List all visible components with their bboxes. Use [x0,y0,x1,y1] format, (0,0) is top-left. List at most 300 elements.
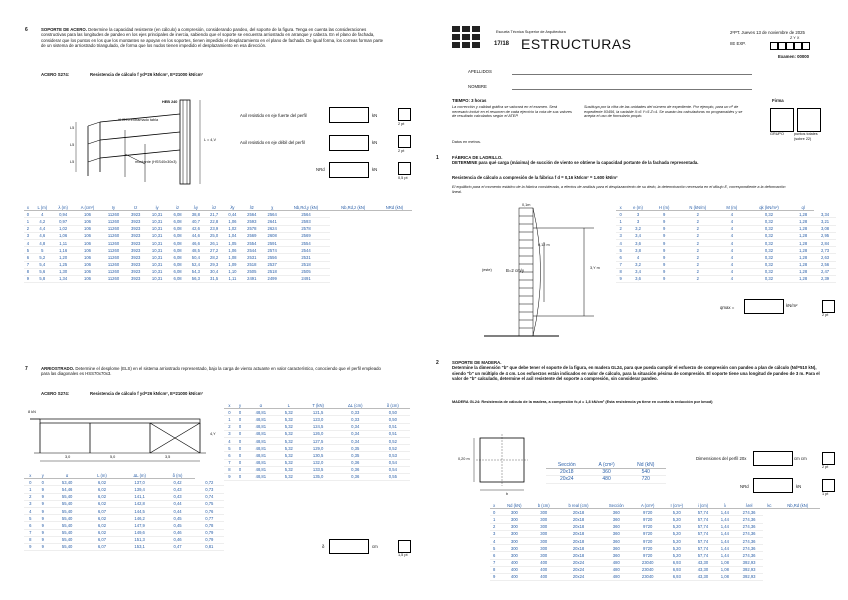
q6-table-cell: 0,44 [223,211,241,218]
q7-right-table-cell: 0,33 [335,416,376,423]
q2-table-cell: 274,36 [735,552,764,559]
q2-table-cell: 300 [530,545,557,552]
q6-table-cell: 54,3 [187,268,205,275]
q7-right-table-cell: 4 [224,437,235,444]
q6-table-cell: 5,8 [32,275,53,282]
q6-table-cell: 11260 [101,225,125,232]
q2-table-cell: 480 [600,559,633,566]
nombre-line[interactable] [512,89,752,90]
q6-table-cell: 6 [24,254,32,261]
q6-table-cell: 10,31 [146,239,168,246]
q7-right-table-cell: 0,55 [376,473,410,480]
q7-right-table-cell: 129,0 [301,445,335,452]
q1-table-cell: 6 [616,254,625,261]
q1-table-cell: 0 [616,211,625,218]
q7-right-table-cell: 0 [235,473,246,480]
q7-right-table-cell: 0,52 [376,445,410,452]
q2-table-cell: 9 [490,573,498,580]
q2-table [490,502,820,581]
q2-table-cell: 23040 [633,559,663,566]
q6-table-cell: 2491 [242,275,262,282]
q6-table-cell: 106 [74,261,102,268]
q1-table-row [616,225,836,232]
q7-left-table-cell: 8 [24,536,37,543]
q6-table-cell: 2569 [282,232,329,239]
q7-right-table-row [224,445,410,452]
q6-table-cell: 11260 [101,239,125,246]
q1-wall-figure [484,202,614,342]
q6-table-cell: 11260 [101,211,125,218]
q2-table-cell: 57,74 [691,552,715,559]
q1-table-cell: 1,28 [792,225,814,232]
q2-table-cell: 3 [490,530,498,537]
q2-table-cell: 7 [490,559,498,566]
q6-l5-3: L5 [70,160,75,164]
q2-small-table-row [546,476,666,483]
q1-table-cell: 3,21 [814,218,836,225]
q2-table-cell: 300 [498,537,530,544]
q7-title: ARRIOSTRADO. [41,366,75,371]
q2-table-cell: 9720 [633,552,663,559]
q6-table-cell: 11260 [101,218,125,225]
q7-left-table-cell: 9 [37,543,50,550]
q6-table-cell: 106 [74,232,102,239]
q7-right-table-cell: 0 [235,459,246,466]
q1-table-cell: 9 [651,239,678,246]
q2-table-cell: 57,74 [691,545,715,552]
q2-pts2-box[interactable] [822,479,835,492]
q7-left-table-cell: 0,79 [195,529,224,536]
q7-left-table-header-cell: α [49,472,85,479]
q2-table-cell: 1,44 [715,552,735,559]
q7-right-table-cell: 48,81 [245,430,276,437]
q2-table-cell: 300 [530,509,557,516]
q2-madera: MADERA GL24: Resistencia de cálculo de la madera, a compresión fc,d = 1,8 kN/cm² (Esta resistencia ya tiene en cuenta la reducción por kmod) [452,400,713,404]
q7-left-table-header-cell: x [24,472,37,479]
q6-pts2-box[interactable] [398,135,411,148]
q6-pts3-box[interactable] [398,162,411,175]
q6-pts3: 0,5 pt [398,176,408,180]
q1-table-cell: 0,32 [746,239,792,246]
q6-table-cell: 2505 [282,268,329,275]
q6-table-cell: 1,02 [223,225,241,232]
q7-left-table-row [24,543,224,550]
q7-left-table-cell: 9 [37,507,50,514]
q1-table-header-cell: qk (kN/m²) [746,204,792,211]
q2-table-cell: 1,44 [715,545,735,552]
q2-table-cell: 57,74 [691,523,715,530]
q7-right-table-row [224,409,410,416]
q6-table-cell: 28,2 [205,254,223,261]
q1-table-row [616,218,836,225]
q6-table-cell: 2505 [242,268,262,275]
q1-table-cell: 1,28 [792,268,814,275]
q7-right-table-cell: 132,0 [301,459,335,466]
q7-left-table-cell: 0,44 [161,500,195,507]
q6-axial-weak-input[interactable] [329,135,369,151]
q6-table-cell: 40,7 [187,218,205,225]
q6-table-cell: 106 [74,225,102,232]
q2-pts2: 1 pt [822,492,829,496]
q2-b-label: b [506,492,509,496]
q6-table-cell: 10,31 [146,247,168,254]
q2-table-cell: 57,74 [691,537,715,544]
q6-table-cell: 11260 [101,247,125,254]
q6-table-cell: 2544 [282,247,329,254]
q7-table-right [224,402,410,481]
q6-table-cell: 2608 [262,232,282,239]
q7-left-table-header-cell: δ (m) [161,472,195,479]
notes-right: Sustituya por la cifra de las unidades del número de expediente. Por ejemplo, para un nº de expediente 93456, la variable X=6 Y=5 Z=4. Se usarán las calculadoras no programables y se acepta el uso de formulario propio. [584,105,743,119]
q6-table-cell: 4,2 [32,218,53,225]
q7-right-table-cell: 5,32 [276,466,301,473]
q6-table-header-cell: λy [187,204,205,211]
q2-table-cell: 1,08 [715,566,735,573]
q2-small-table-cell: 720 [626,476,666,483]
q6-table-cell: 106 [74,218,102,225]
q6-table-cell: 8 [24,268,32,275]
q2-table-cell: 1,44 [715,530,735,537]
q1-table-row [616,261,836,268]
q7-left-table-cell: 0,78 [195,522,224,529]
q7-right-table-cell: 0,35 [335,445,376,452]
q2-table-header-cell: I (cm⁴) [663,502,691,509]
q6-table-cell: 5,4 [32,261,53,268]
q6-axial-strong-input[interactable] [329,107,369,123]
q1-left-label: (este) [482,268,492,272]
puntos-box[interactable] [797,108,821,132]
q2-statement [452,360,822,382]
school-name: Escuela Técnica Superior de Arquitectura [496,30,566,34]
q1-table-cell: 3 [616,232,625,239]
q1-title: FÁBRICA DE LADRILLO. [452,155,503,160]
q7-left-table-cell: 6,07 [85,507,119,514]
exp-digit-box[interactable] [802,42,810,50]
q2-pts1: 2 pt [822,465,829,469]
q7-left-table-cell: 0,45 [161,515,195,522]
q7-right-table-cell: 0,51 [376,423,410,430]
q2-table-cell: 8 [490,566,498,573]
q2-table-cell: 57,74 [691,516,715,523]
q2-table-cell: 1,08 [715,573,735,580]
q1-table-cell: 7 [616,261,625,268]
q2-table-cell: 300 [530,523,557,530]
q2-table-cell: 6,93 [663,566,691,573]
q6-table-cell: 9 [24,275,32,282]
q6-table-cell: 23,9 [205,225,223,232]
q2-dim-label: Dimensiones del perfil 20x [696,456,747,461]
q1-italic: El equilibrio para el momento estático de la fábrica considerada, a efectos de análisis para el desplazamiento de su dedo, la determinación necesaria en el dibujo E, correspondiente a la deformación lineal. [452,185,786,194]
q1-table-cell: 9 [651,225,678,232]
q7-right-table-cell: 0,36 [335,466,376,473]
q7-left-table-cell: 0,75 [195,500,224,507]
q2-nrd-label: NRd [740,484,749,489]
q2-table-cell: 9720 [633,530,663,537]
q6-table-cell: 1,05 [223,239,241,246]
q6-table-row [24,211,412,218]
q1-fk: Resistencia de cálculo a compresión de la fábrica f d = 0,16 kN/cm² = 1.600 kN/m² [452,175,618,180]
q7-right-table-header-cell: δ (cm) [376,402,410,409]
q2-table-cell: 360 [600,537,633,544]
q2-table-cell: 5,20 [663,537,691,544]
q2-dim-input[interactable] [753,451,793,466]
q2-table-cell: 360 [600,523,633,530]
q7-left-table-header-row [24,472,224,479]
q6-table-cell: 52,4 [187,261,205,268]
q2-table-cell: 300 [498,523,530,530]
q6-axial-weak-label: Axil resistido en eje débil del perfil [240,140,305,145]
q1-table-cell: 1,28 [792,254,814,261]
q1-table-cell: 9 [651,218,678,225]
q6-table-header-cell: iy [146,204,168,211]
q2-table-cell: 274,36 [735,523,764,530]
q7-right-table-cell: 48,81 [245,452,276,459]
q6-table-cell: 46,6 [187,239,205,246]
q1-table-cell: 2 [678,218,718,225]
q2-table-cell: 57,74 [691,530,715,537]
q2-table-cell: 274,36 [735,509,764,516]
q7-right-table-cell: 48,81 [245,437,276,444]
q2-table-cell: 5,20 [663,523,691,530]
q1-table-cell: 4 [718,232,746,239]
q2-table-cell: 400 [498,573,530,580]
q6-pts1-box[interactable] [398,108,411,121]
q7-right-table-cell: 2 [224,423,235,430]
q2-table-cell: 9720 [633,523,663,530]
q6-table-row [24,225,412,232]
exp-digit-box[interactable] [794,42,802,50]
q6-table-cell: 11260 [101,261,125,268]
q2-table-cell: 4 [490,537,498,544]
q2-table-header-cell: kc [763,502,775,509]
q6-table-cell: 1,08 [223,254,241,261]
q7-right-table-cell: 0,50 [376,409,410,416]
q1-number: 1 [436,155,439,161]
q7-right-table-cell: 8 [224,466,235,473]
q7-left-table-row [24,479,224,486]
q7-left-table-header-cell: y [37,472,50,479]
q7-right-table-cell: 0,36 [335,473,376,480]
q6-table-header-cell: λ (m) [53,204,74,211]
q1-result-input[interactable] [744,299,784,314]
q2-table-cell: 5,20 [663,530,691,537]
q7-right-table-cell: 130,5 [301,452,335,459]
q6-axial-weak-unit: kN [372,140,378,145]
q7-left-table-cell: 55,40 [49,507,85,514]
q7-left-table-cell: 147,9 [119,522,161,529]
q7-right-table-cell: 5,32 [276,409,301,416]
q1-b-label: B=2 cm/y [506,268,525,273]
q7-right-table-cell: 0,35 [335,452,376,459]
q2-pts1-box[interactable] [822,452,835,465]
q2-table-cell: 20x24 [557,566,600,573]
q7-pts-box[interactable] [398,540,411,553]
q7-left-table-cell: 55,40 [49,543,85,550]
q2-table-cell: 9720 [633,509,663,516]
q1-table-row [616,275,836,282]
apellidos-line[interactable] [512,74,752,75]
q7-right-table-cell: 5,32 [276,459,301,466]
q7-left-table-cell: 9 [37,500,50,507]
q6-table-cell: 2578 [242,225,262,232]
q6-table-cell: 3923 [126,232,146,239]
q6-table-header-row [24,204,412,211]
q2-small-table-cell: 480 [588,476,626,483]
q7-left-table-cell: 9 [37,493,50,500]
q6-mont-label: #HS75 entramado tabla [118,118,159,122]
q7-right-table-cell: 5,32 [276,423,301,430]
q7-left-table-cell: 146,2 [119,515,161,522]
grupo-box[interactable] [770,108,794,132]
q7-left-table-cell: 151,3 [119,536,161,543]
q7-left-table-cell: 144,5 [119,507,161,514]
q7-left-table-cell: 6,02 [85,529,119,536]
q1-table-cell: 4 [616,239,625,246]
apellidos-label: APELLIDOS [468,69,492,74]
q7-delta-input[interactable] [329,539,369,554]
q7-load-label: 8 kN [28,410,36,414]
q6-table-cell: 10,31 [146,218,168,225]
q2-section-figure [468,432,538,497]
q2-table-cell: 6 [490,552,498,559]
q7-right-table-cell: 0,51 [376,430,410,437]
q7-right-table-cell: 0 [235,409,246,416]
q2-small-table-row [546,469,666,476]
q6-table-cell: 1,06 [53,232,74,239]
nombre-label: NOMBRE [468,84,487,89]
q6-table-cell: 6,08 [168,268,186,275]
q1-table-row [616,211,836,218]
q6-table-cell: 2554 [282,239,329,246]
q6-table-cell: 2641 [262,218,282,225]
q1-table-cell: 9 [616,275,625,282]
q2-text: Determine la dimensión "b" que debe tener el soporte de la figura, en madera GL24, para que pueda cumplir el esfuerzo de compresión con pandeo a plan de cálculo (Nd=510 kN), siendo "b" un múltiplo de 4 cm. Los esfuerzos están indicados en valor de cálculo, para la situación pésima de compresión. El soporte tiene una longitud de pandeo de 3 m. Para el valor de "b" calculado, determine el axil resistente del soporte a compresión, sin considerar pandeo. [452,365,820,382]
q6-table-header-cell: Iy [101,204,125,211]
q2-table-cell: 300 [530,530,557,537]
q6-table-cell: 1,16 [53,247,74,254]
q6-table-row [24,268,412,275]
q1-table-cell: 2 [678,225,718,232]
q1-table-cell: 8 [616,268,625,275]
q7-steel-desc: Resistencia de cálculo f yd=26 kN/cm², E=21000 kN/cm² [90,391,203,396]
q7-right-table-cell: 5,32 [276,437,301,444]
q1-table-cell: 3,2 [625,225,650,232]
q6-table-cell: 6,08 [168,232,186,239]
q7-right-table-row [224,466,410,473]
q1-table-cell: 0,32 [746,232,792,239]
q6-nrd-input[interactable] [329,162,369,178]
q7-left-table-row [24,529,224,536]
q7-left-table-cell: 3 [24,500,37,507]
q2-small-table-cell: 360 [588,469,626,476]
q7-right-table-header-cell: T (kN) [301,402,335,409]
q6-table-cell: 106 [74,268,102,275]
q6-table-cell: 10,31 [146,261,168,268]
q6-table-cell: 1,25 [53,261,74,268]
tiempo: TIEMPO: 3 horas [452,98,487,103]
q1-table-cell: 5 [616,247,625,254]
q7-left-table-cell: 6,02 [85,522,119,529]
q7-left-table-cell: 53,40 [49,479,85,486]
q2-table-cell: 274,36 [735,530,764,537]
q7-delta-label: δ [322,544,325,549]
q2-table-cell: 400 [530,566,557,573]
q2-table-header-cell: i (cm) [691,502,715,509]
q2-small-table-header-cell: Nd (kN) [626,462,666,469]
q6-steel-label: ACERO S274: [41,72,70,77]
q6-table-cell: 10,31 [146,268,168,275]
q7-left-table-cell: 0,42 [161,479,195,486]
q1-text: DETERMINE para qué carga (máxima) de succión de viento se obtiene la capacidad portante de la fachada representada. [452,160,699,166]
puntos-label: puntos totales (sobre 22) [794,132,818,141]
q6-table-header-cell: iz [168,204,186,211]
q6-pts2: 2 pt [398,149,405,153]
q2-table-cell: 1,44 [715,523,735,530]
q2-table-header-cell: Nd (kN) [498,502,530,509]
q6-table-cell: 2564 [242,211,262,218]
q6-table-cell: 6,08 [168,254,186,261]
q1-table-cell: 2 [678,275,718,282]
exp-digit-box[interactable] [778,42,786,50]
q2-table-cell: 300 [498,516,530,523]
q2-table-cell: 20x24 [557,559,600,566]
q6-table-header-cell: χ [262,204,282,211]
q2-table-row [490,509,820,516]
q1-e-label: 0,12 m [538,243,550,247]
q2-table-row [490,530,820,537]
q2-small-table [546,462,666,484]
exp-digit-box[interactable] [786,42,794,50]
q6-table-cell: 2 [24,225,32,232]
q6-table-cell: 4,6 [32,232,53,239]
q7-left-table-cell: 0,81 [195,543,224,550]
q6-table-header-cell: x [24,204,32,211]
q2-nrd-input[interactable] [753,478,793,493]
q6-table-cell: 2569 [242,232,262,239]
q6-length-label: L = 4,V [204,138,216,142]
q6-table-cell: 38,8 [187,211,205,218]
q7-left-table-cell: 7 [24,529,37,536]
q6-l5-1: L5 [70,126,75,130]
course-code: 17/18 [494,41,510,47]
q2-table-cell: 400 [530,573,557,580]
q1-pts: 2 pt [822,313,829,317]
q6-l5-2: L5 [70,143,75,147]
q1-table-header-row [616,204,836,211]
q1-table-cell: 1,28 [792,275,814,282]
q2-table-cell: 20x18 [557,516,600,523]
q2-small-table-cell: 20x24 [546,476,588,483]
q7-left-table-cell: 6,02 [85,515,119,522]
q6-figure [70,92,210,192]
q6-table-cell: 3923 [126,239,146,246]
q7-left-table-row [24,515,224,522]
exp-digit-box[interactable] [770,42,778,50]
exam-date: 2ºPT. Jueves 13 de noviembre de 2025 [730,30,805,35]
q2-table-cell: 20x18 [557,530,600,537]
q7-right-table-cell: 5,32 [276,473,301,480]
q6-table-cell: 21,7 [205,211,223,218]
q7-right-table-cell: 0,36 [335,459,376,466]
q7-left-table-cell: 0,77 [195,515,224,522]
q1-table-cell: 2,73 [814,247,836,254]
q6-table-cell: 11260 [101,254,125,261]
q6-table-cell: 10,31 [146,211,168,218]
q7-left-table-cell: 6 [24,522,37,529]
q1-table-cell: 1,28 [792,239,814,246]
q1-pts-box[interactable] [822,300,835,313]
q2-table-cell: 274,36 [735,537,764,544]
